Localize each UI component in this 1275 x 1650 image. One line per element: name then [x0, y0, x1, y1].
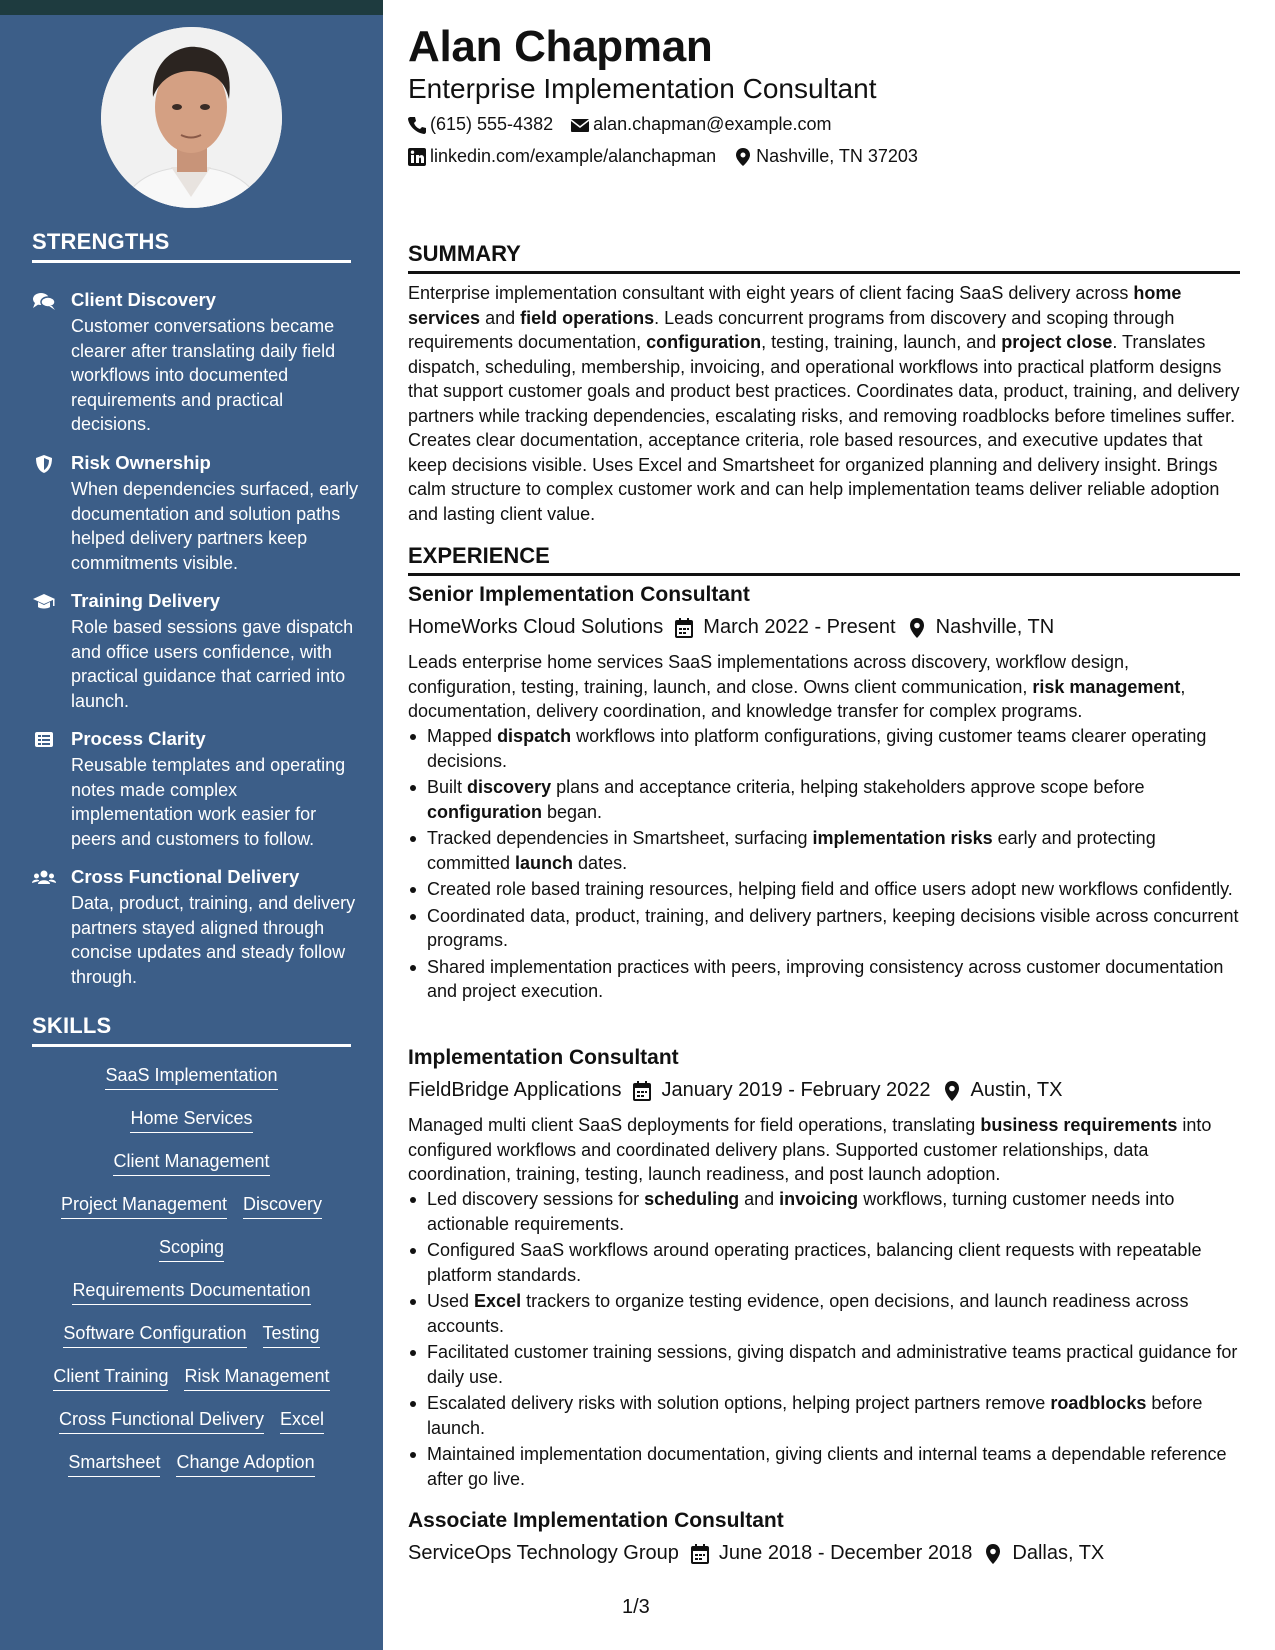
candidate-title: Enterprise Implementation Consultant [408, 73, 877, 104]
strengths-heading: STRENGTHS [32, 229, 351, 263]
job-bullet: Coordinated data, product, training, and delivery partners, keeping decisions visible across concurrent programs. [408, 904, 1240, 953]
skill-tag: Smartsheet [68, 1452, 160, 1477]
skill-tag: Home Services [130, 1108, 252, 1133]
skill-tag: Risk Management [184, 1366, 329, 1391]
skill-row [32, 1194, 351, 1219]
strength-title: Client Discovery [71, 289, 216, 310]
job-bullet: Used Excel trackers to organize testing evidence, open decisions, and launch readiness across accounts. [408, 1289, 1240, 1338]
job-bullet: Shared implementation practices with peers, improving consistency across customer documentation and project execution. [408, 955, 1240, 1004]
job-bullet: Tracked dependencies in Smartsheet, surfacing implementation risks early and protecting committed launch dates. [408, 826, 1240, 875]
job-bullet: Maintained implementation documentation, giving clients and internal teams a dependable reference after go live. [408, 1442, 1240, 1491]
linkedin-icon [408, 148, 426, 166]
job-bullet: Escalated delivery risks with solution options, helping project partners remove roadblocks before launch. [408, 1391, 1240, 1440]
skill-row [32, 1237, 351, 1262]
job-summary: Leads enterprise home services SaaS implementations across discovery, workflow design, configuration, testing, training, launch, and close. Owns client communication, risk management, documentation, delivery coordination, and knowledge transfer for complex programs. [408, 652, 1186, 721]
job-title: Senior Implementation Consultant [408, 583, 750, 606]
skill-tag: Software Configuration [63, 1323, 246, 1348]
calendar-icon [675, 618, 693, 638]
strength-description: Role based sessions gave dispatch and office users confidence, with practical guidance that carried into launch. [71, 617, 354, 711]
job-location: Dallas, TX [1012, 1542, 1105, 1564]
skill-row [32, 1065, 351, 1090]
job-bullet: Mapped dispatch workflows into platform configurations, giving customer teams clearer operating decisions. [408, 724, 1240, 773]
job-title: Implementation Consultant [408, 1046, 679, 1069]
map-marker-icon [908, 618, 926, 638]
strength-title: Cross Functional Delivery [71, 866, 300, 887]
strength-title: Training Delivery [71, 590, 221, 611]
graduation-cap-icon [32, 592, 56, 612]
envelope-icon [571, 116, 589, 134]
sidebar-top-bar [0, 0, 383, 15]
skill-tag: Cross Functional Delivery [59, 1409, 264, 1434]
contact-row [408, 146, 936, 167]
skill-row [32, 1151, 351, 1176]
job-bullet: Built discovery plans and acceptance criteria, helping stakeholders approve scope before configuration began. [408, 775, 1240, 824]
job-bullet: Facilitated customer training sessions, giving dispatch and administrative teams practical guidance for daily use. [408, 1340, 1240, 1389]
job-dates: January 2019 - February 2022 [661, 1079, 931, 1101]
experience-heading: EXPERIENCE [408, 543, 1240, 576]
phone-number[interactable]: (615) 555-4382 [430, 114, 554, 134]
skill-row [32, 1280, 351, 1305]
company-name: ServiceOps Technology Group [408, 1542, 679, 1564]
job-bullet: Created role based training resources, helping field and office users adopt new workflows confidently. [408, 877, 1240, 902]
list-icon [32, 730, 56, 750]
users-icon [32, 868, 56, 888]
job-summary: Managed multi client SaaS deployments for field operations, translating business requirements into configured workflows and coordinated delivery plans. Supported customer relationships, data coordination, training, testing, launch readiness, and post launch adoption. [408, 1115, 1212, 1184]
summary-heading: SUMMARY [408, 241, 1240, 274]
strength-description: Data, product, training, and delivery partners stayed aligned through concise updates and steady follow through. [71, 893, 356, 987]
skill-row [32, 1452, 351, 1477]
contact-row [408, 114, 850, 135]
skill-tag: Scoping [159, 1237, 224, 1262]
linkedin-link[interactable]: linkedin.com/example/alanchapman [430, 146, 717, 166]
email-link[interactable]: alan.chapman@example.com [593, 114, 832, 134]
job-meta [408, 1079, 1062, 1102]
summary-text: Enterprise implementation consultant with eight years of client facing SaaS delivery across home services and field operations. Leads concurrent programs from discovery and scoping through requirements documentation, configuration, testing, training, launch, and project close. Translates dispatch, scheduling, membership, invoicing, and operational workflows into practical platform designs that support customer goals and product best practices. Coordinates data, product, training, and delivery partners while tracking dependencies, escalating risks, and removing roadblocks before timelines suffer. Creates clear documentation, acceptance criteria, role based resources, and executive updates that keep decisions visible. Uses Excel and Smartsheet for organized planning and delivery insight. Brings calm structure to complex customer work and can help implementation teams deliver reliable adoption and lasting client value. [408, 283, 1240, 524]
comments-icon [32, 291, 56, 311]
job-location: Nashville, TN [935, 616, 1055, 638]
skill-tag: Testing [263, 1323, 320, 1348]
job-bullet-list [408, 724, 1240, 1006]
location-text: Nashville, TN 37203 [756, 146, 918, 166]
skill-tag: Client Training [53, 1366, 168, 1391]
map-marker-icon [943, 1081, 961, 1101]
skill-row [32, 1366, 351, 1391]
strength-description: Customer conversations became clearer after translating daily field workflows into documented requirements and practical decisions. [71, 316, 336, 434]
job-bullet: Led discovery sessions for scheduling and invoicing workflows, turning customer needs into actionable requirements. [408, 1187, 1240, 1236]
strength-title: Process Clarity [71, 728, 206, 749]
profile-photo [101, 27, 282, 208]
map-marker-icon [734, 148, 752, 166]
map-marker-icon [984, 1544, 1002, 1564]
skill-tag: Excel [280, 1409, 324, 1434]
job-bullet-list [408, 1187, 1240, 1493]
phone-icon [408, 116, 426, 134]
skill-row [32, 1409, 351, 1434]
job-meta [408, 616, 1054, 639]
skill-tag: Project Management [61, 1194, 227, 1219]
calendar-icon [691, 1544, 709, 1564]
skills-heading: SKILLS [32, 1013, 351, 1047]
calendar-icon [633, 1081, 651, 1101]
skill-tag: Requirements Documentation [72, 1280, 310, 1305]
job-location: Austin, TX [970, 1079, 1063, 1101]
candidate-name: Alan Chapman [408, 22, 713, 71]
strength-description: When dependencies surfaced, early documentation and solution paths helped delivery partners keep commitments visible. [71, 479, 359, 573]
job-meta [408, 1542, 1104, 1565]
company-name: HomeWorks Cloud Solutions [408, 616, 664, 638]
skill-tag: Discovery [243, 1194, 322, 1219]
job-dates: June 2018 - December 2018 [718, 1542, 973, 1564]
job-title: Associate Implementation Consultant [408, 1509, 784, 1532]
strength-title: Risk Ownership [71, 452, 211, 473]
job-dates: March 2022 - Present [703, 616, 896, 638]
page-number: 1/3 [622, 1596, 650, 1618]
skill-tag: Change Adoption [176, 1452, 314, 1477]
skill-row [32, 1108, 351, 1133]
job-bullet: Configured SaaS workflows around operating practices, balancing client requests with repeatable platform standards. [408, 1238, 1240, 1287]
skill-tag: Client Management [113, 1151, 269, 1176]
strength-description: Reusable templates and operating notes made complex implementation work easier for peers and customers to follow. [71, 755, 346, 849]
skill-row [32, 1323, 351, 1348]
sidebar [0, 0, 383, 1650]
shield-icon [32, 454, 56, 474]
skill-tag: SaaS Implementation [105, 1065, 277, 1090]
company-name: FieldBridge Applications [408, 1079, 622, 1101]
